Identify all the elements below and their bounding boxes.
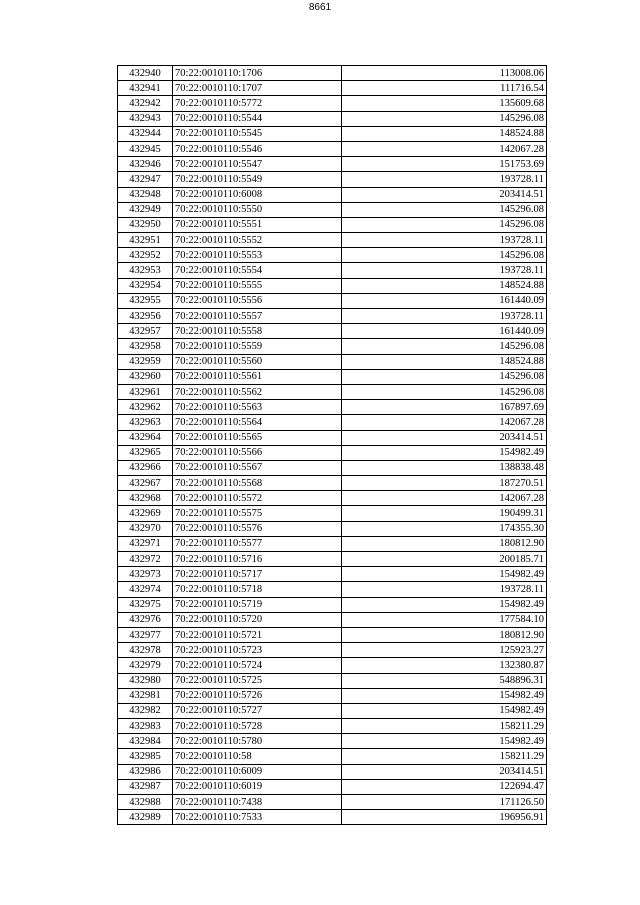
table-row — [118, 491, 547, 506]
cadastral-number-cell: 70:22:0010110:5555 — [173, 278, 342, 293]
cadastral-number-cell: 70:22:0010110:1706 — [173, 66, 342, 81]
cadastral-number-cell: 70:22:0010110:5718 — [173, 582, 342, 597]
row-number-cell: 432973 — [118, 567, 173, 582]
cadastral-number-cell: 70:22:0010110:5564 — [173, 415, 342, 430]
cadastral-number-cell: 70:22:0010110:5556 — [173, 293, 342, 308]
cadastral-number-cell: 70:22:0010110:5560 — [173, 354, 342, 369]
value-cell: 158211.29 — [342, 719, 547, 734]
cadastral-number-cell: 70:22:0010110:5719 — [173, 597, 342, 612]
table-row — [118, 658, 547, 673]
value-cell: 174355.30 — [342, 521, 547, 536]
table-row — [118, 309, 547, 324]
table-row — [118, 233, 547, 248]
row-number-cell: 432946 — [118, 157, 173, 172]
cadastral-number-cell: 70:22:0010110:5552 — [173, 233, 342, 248]
row-number-cell: 432967 — [118, 476, 173, 491]
value-cell: 193728.11 — [342, 263, 547, 278]
table-row — [118, 324, 547, 339]
value-cell: 111716.54 — [342, 81, 547, 96]
cadastral-number-cell: 70:22:0010110:58 — [173, 749, 342, 764]
registry-table-body — [118, 66, 547, 825]
cadastral-number-cell: 70:22:0010110:5568 — [173, 476, 342, 491]
value-cell: 203414.51 — [342, 430, 547, 445]
value-cell: 154982.49 — [342, 597, 547, 612]
value-cell: 145296.08 — [342, 339, 547, 354]
cadastral-number-cell: 70:22:0010110:5572 — [173, 491, 342, 506]
table-row — [118, 795, 547, 810]
table-row — [118, 612, 547, 627]
value-cell: 177584.10 — [342, 612, 547, 627]
row-number-cell: 432955 — [118, 293, 173, 308]
value-cell: 171126.50 — [342, 795, 547, 810]
cadastral-number-cell: 70:22:0010110:7438 — [173, 795, 342, 810]
row-number-cell: 432984 — [118, 734, 173, 749]
table-row — [118, 293, 547, 308]
cadastral-number-cell: 70:22:0010110:5720 — [173, 612, 342, 627]
row-number-cell: 432949 — [118, 202, 173, 217]
row-number-cell: 432972 — [118, 552, 173, 567]
cadastral-number-cell: 70:22:0010110:5575 — [173, 506, 342, 521]
row-number-cell: 432974 — [118, 582, 173, 597]
table-row — [118, 202, 547, 217]
row-number-cell: 432961 — [118, 384, 173, 399]
row-number-cell: 432945 — [118, 141, 173, 156]
value-cell: 200185.71 — [342, 552, 547, 567]
value-cell: 203414.51 — [342, 187, 547, 202]
value-cell: 161440.09 — [342, 324, 547, 339]
cadastral-number-cell: 70:22:0010110:5577 — [173, 536, 342, 551]
value-cell: 145296.08 — [342, 248, 547, 263]
cadastral-number-cell: 70:22:0010110:5780 — [173, 734, 342, 749]
value-cell: 193728.11 — [342, 309, 547, 324]
row-number-cell: 432988 — [118, 795, 173, 810]
table-row — [118, 111, 547, 126]
table-row — [118, 476, 547, 491]
row-number-cell: 432942 — [118, 96, 173, 111]
value-cell: 190499.31 — [342, 506, 547, 521]
cadastral-number-cell: 70:22:0010110:5717 — [173, 567, 342, 582]
row-number-cell: 432981 — [118, 688, 173, 703]
row-number-cell: 432962 — [118, 400, 173, 415]
row-number-cell: 432983 — [118, 719, 173, 734]
row-number-cell: 432976 — [118, 612, 173, 627]
table-row — [118, 582, 547, 597]
table-row — [118, 460, 547, 475]
cadastral-number-cell: 70:22:0010110:6008 — [173, 187, 342, 202]
cadastral-number-cell: 70:22:0010110:5551 — [173, 217, 342, 232]
table-row — [118, 415, 547, 430]
page-number: 8661 — [308, 2, 332, 13]
table-row — [118, 278, 547, 293]
cadastral-number-cell: 70:22:0010110:5727 — [173, 703, 342, 718]
value-cell: 154982.49 — [342, 734, 547, 749]
row-number-cell: 432969 — [118, 506, 173, 521]
table-row — [118, 749, 547, 764]
table-row — [118, 187, 547, 202]
table-row — [118, 263, 547, 278]
table-row — [118, 536, 547, 551]
cadastral-number-cell: 70:22:0010110:5562 — [173, 384, 342, 399]
row-number-cell: 432975 — [118, 597, 173, 612]
value-cell: 158211.29 — [342, 749, 547, 764]
cadastral-number-cell: 70:22:0010110:5563 — [173, 400, 342, 415]
table-row — [118, 384, 547, 399]
cadastral-number-cell: 70:22:0010110:5545 — [173, 126, 342, 141]
cadastral-number-cell: 70:22:0010110:5772 — [173, 96, 342, 111]
value-cell: 125923.27 — [342, 643, 547, 658]
row-number-cell: 432948 — [118, 187, 173, 202]
value-cell: 113008.06 — [342, 66, 547, 81]
cadastral-number-cell: 70:22:0010110:5721 — [173, 627, 342, 642]
table-row — [118, 521, 547, 536]
table-row — [118, 703, 547, 718]
value-cell: 193728.11 — [342, 172, 547, 187]
row-number-cell: 432941 — [118, 81, 173, 96]
table-row — [118, 643, 547, 658]
row-number-cell: 432980 — [118, 673, 173, 688]
table-row — [118, 673, 547, 688]
cadastral-number-cell: 70:22:0010110:5553 — [173, 248, 342, 263]
row-number-cell: 432951 — [118, 233, 173, 248]
value-cell: 196956.91 — [342, 810, 547, 825]
value-cell: 142067.28 — [342, 141, 547, 156]
table-row — [118, 627, 547, 642]
cadastral-number-cell: 70:22:0010110:7533 — [173, 810, 342, 825]
cadastral-number-cell: 70:22:0010110:5716 — [173, 552, 342, 567]
table-row — [118, 445, 547, 460]
table-row — [118, 369, 547, 384]
cadastral-number-cell: 70:22:0010110:5565 — [173, 430, 342, 445]
value-cell: 122694.47 — [342, 779, 547, 794]
table-row — [118, 66, 547, 81]
value-cell: 148524.88 — [342, 354, 547, 369]
table-row — [118, 688, 547, 703]
value-cell: 154982.49 — [342, 688, 547, 703]
value-cell: 203414.51 — [342, 764, 547, 779]
row-number-cell: 432959 — [118, 354, 173, 369]
table-row — [118, 354, 547, 369]
row-number-cell: 432954 — [118, 278, 173, 293]
row-number-cell: 432979 — [118, 658, 173, 673]
table-row — [118, 126, 547, 141]
value-cell: 145296.08 — [342, 369, 547, 384]
table-row — [118, 764, 547, 779]
cadastral-number-cell: 70:22:0010110:5554 — [173, 263, 342, 278]
value-cell: 161440.09 — [342, 293, 547, 308]
row-number-cell: 432965 — [118, 445, 173, 460]
row-number-cell: 432986 — [118, 764, 173, 779]
table-row — [118, 552, 547, 567]
row-number-cell: 432978 — [118, 643, 173, 658]
cadastral-number-cell: 70:22:0010110:5544 — [173, 111, 342, 126]
table-row — [118, 400, 547, 415]
value-cell: 145296.08 — [342, 111, 547, 126]
row-number-cell: 432950 — [118, 217, 173, 232]
cadastral-number-cell: 70:22:0010110:5566 — [173, 445, 342, 460]
cadastral-number-cell: 70:22:0010110:5724 — [173, 658, 342, 673]
value-cell: 151753.69 — [342, 157, 547, 172]
row-number-cell: 432971 — [118, 536, 173, 551]
value-cell: 154982.49 — [342, 703, 547, 718]
row-number-cell: 432989 — [118, 810, 173, 825]
cadastral-number-cell: 70:22:0010110:5567 — [173, 460, 342, 475]
row-number-cell: 432968 — [118, 491, 173, 506]
value-cell: 145296.08 — [342, 384, 547, 399]
table-row — [118, 597, 547, 612]
row-number-cell: 432956 — [118, 309, 173, 324]
row-number-cell: 432957 — [118, 324, 173, 339]
row-number-cell: 432966 — [118, 460, 173, 475]
cadastral-number-cell: 70:22:0010110:5546 — [173, 141, 342, 156]
cadastral-number-cell: 70:22:0010110:5550 — [173, 202, 342, 217]
value-cell: 154982.49 — [342, 445, 547, 460]
table-row — [118, 248, 547, 263]
row-number-cell: 432944 — [118, 126, 173, 141]
row-number-cell: 432963 — [118, 415, 173, 430]
value-cell: 148524.88 — [342, 126, 547, 141]
row-number-cell: 432960 — [118, 369, 173, 384]
table-row — [118, 96, 547, 111]
row-number-cell: 432977 — [118, 627, 173, 642]
cadastral-number-cell: 70:22:0010110:5723 — [173, 643, 342, 658]
row-number-cell: 432953 — [118, 263, 173, 278]
table-row — [118, 719, 547, 734]
row-number-cell: 432970 — [118, 521, 173, 536]
table-row — [118, 430, 547, 445]
row-number-cell: 432982 — [118, 703, 173, 718]
row-number-cell: 432943 — [118, 111, 173, 126]
cadastral-number-cell: 70:22:0010110:5576 — [173, 521, 342, 536]
cadastral-number-cell: 70:22:0010110:5725 — [173, 673, 342, 688]
value-cell: 154982.49 — [342, 567, 547, 582]
table-row — [118, 141, 547, 156]
table-row — [118, 810, 547, 825]
cadastral-number-cell: 70:22:0010110:6019 — [173, 779, 342, 794]
cadastral-number-cell: 70:22:0010110:5728 — [173, 719, 342, 734]
value-cell: 132380.87 — [342, 658, 547, 673]
value-cell: 148524.88 — [342, 278, 547, 293]
row-number-cell: 432985 — [118, 749, 173, 764]
row-number-cell: 432958 — [118, 339, 173, 354]
cadastral-number-cell: 70:22:0010110:5547 — [173, 157, 342, 172]
value-cell: 145296.08 — [342, 202, 547, 217]
row-number-cell: 432940 — [118, 66, 173, 81]
table-row — [118, 567, 547, 582]
value-cell: 142067.28 — [342, 415, 547, 430]
table-row — [118, 734, 547, 749]
cadastral-number-cell: 70:22:0010110:5558 — [173, 324, 342, 339]
value-cell: 135609.68 — [342, 96, 547, 111]
value-cell: 193728.11 — [342, 582, 547, 597]
value-cell: 193728.11 — [342, 233, 547, 248]
table-row — [118, 506, 547, 521]
table-row — [118, 157, 547, 172]
table-row — [118, 779, 547, 794]
registry-table — [117, 65, 547, 825]
table-row — [118, 172, 547, 187]
value-cell: 145296.08 — [342, 217, 547, 232]
row-number-cell: 432987 — [118, 779, 173, 794]
cadastral-number-cell: 70:22:0010110:1707 — [173, 81, 342, 96]
table-row — [118, 217, 547, 232]
row-number-cell: 432964 — [118, 430, 173, 445]
row-number-cell: 432947 — [118, 172, 173, 187]
row-number-cell: 432952 — [118, 248, 173, 263]
table-row — [118, 81, 547, 96]
cadastral-number-cell: 70:22:0010110:5557 — [173, 309, 342, 324]
cadastral-number-cell: 70:22:0010110:5549 — [173, 172, 342, 187]
value-cell: 180812.90 — [342, 627, 547, 642]
value-cell: 138838.48 — [342, 460, 547, 475]
value-cell: 180812.90 — [342, 536, 547, 551]
cadastral-number-cell: 70:22:0010110:5726 — [173, 688, 342, 703]
value-cell: 187270.51 — [342, 476, 547, 491]
value-cell: 167897.69 — [342, 400, 547, 415]
cadastral-number-cell: 70:22:0010110:5561 — [173, 369, 342, 384]
cadastral-number-cell: 70:22:0010110:5559 — [173, 339, 342, 354]
value-cell: 548896.31 — [342, 673, 547, 688]
cadastral-number-cell: 70:22:0010110:6009 — [173, 764, 342, 779]
value-cell: 142067.28 — [342, 491, 547, 506]
table-row — [118, 339, 547, 354]
